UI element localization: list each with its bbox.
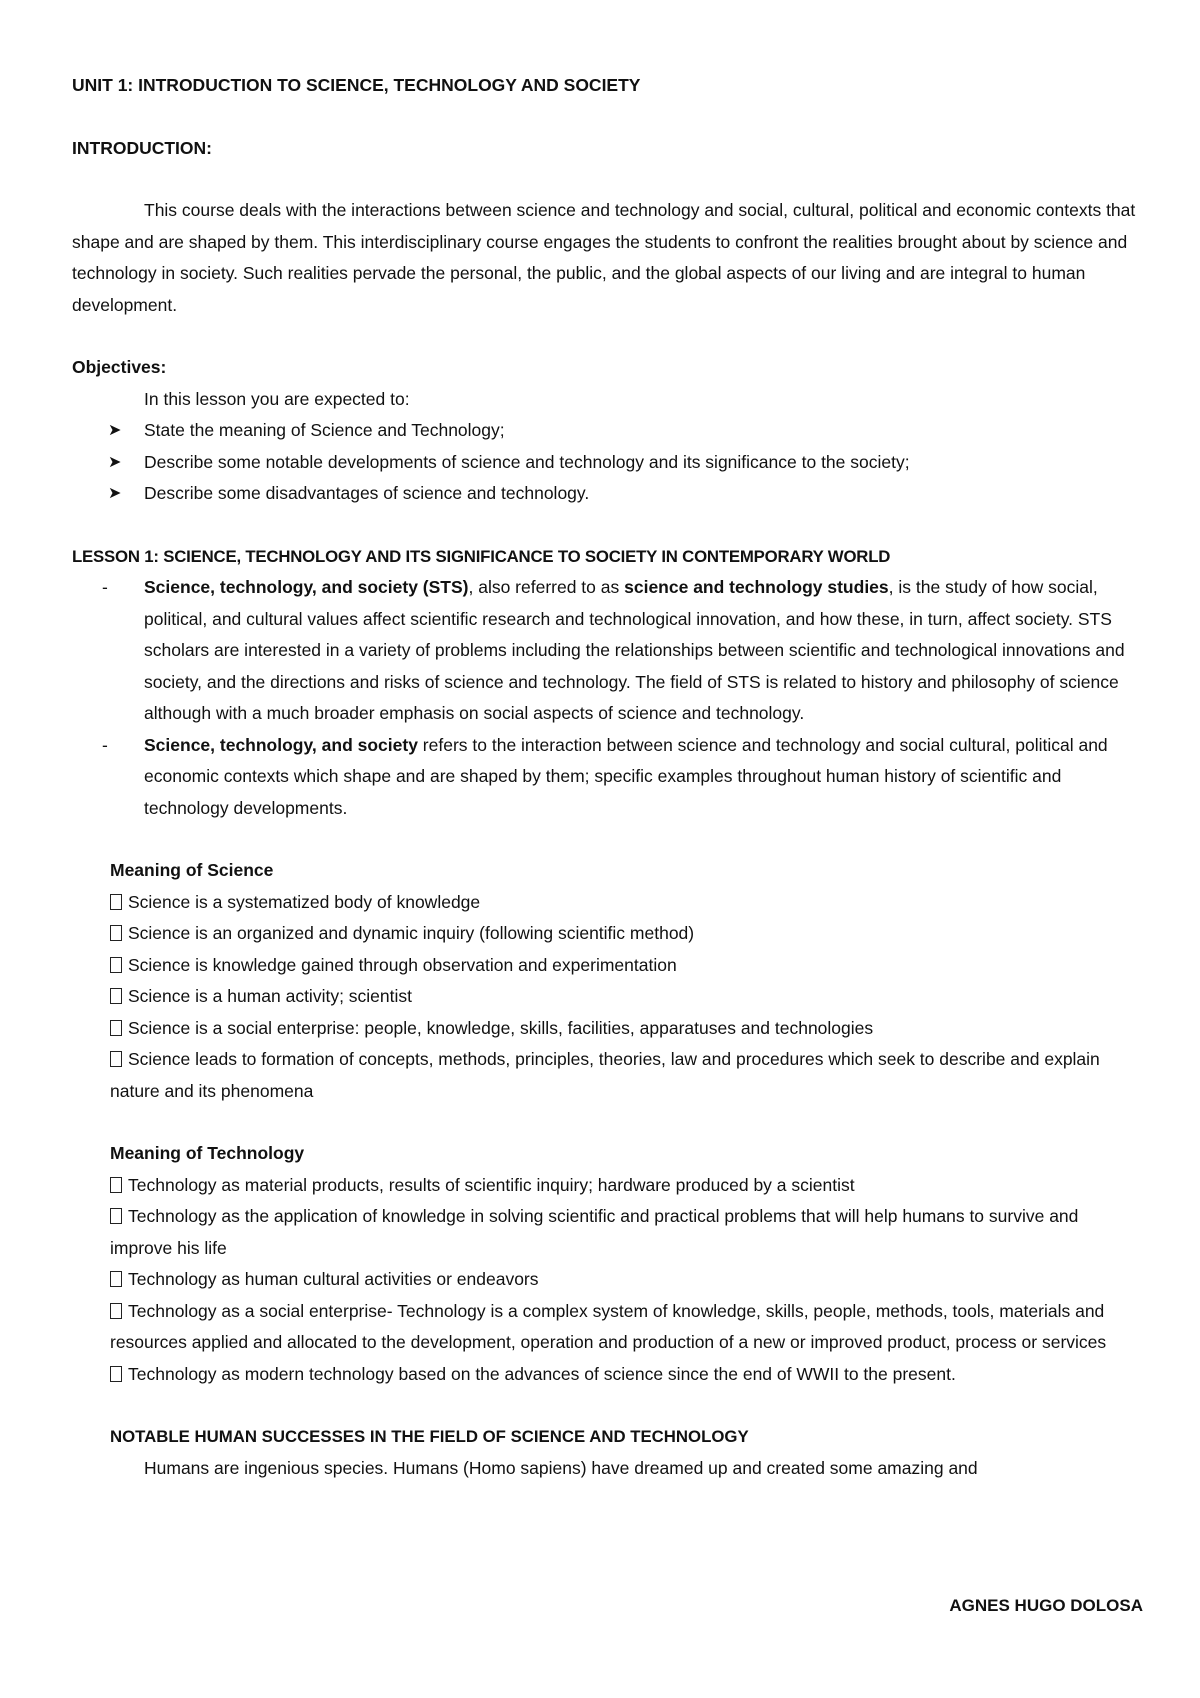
lesson1-heading: LESSON 1: SCIENCE, TECHNOLOGY AND ITS SIGNIFICANCE TO SOCIETY IN CONTEMPORARY WORLD: [72, 546, 891, 566]
missing-glyph-box-icon: [110, 988, 122, 1004]
meaning-of-science-section: [72, 855, 1142, 1484]
objective-item: ➤ Describe some disadvantages of science and technology.: [72, 478, 1142, 510]
technology-list-item: Technology as modern technology based on the advances of science since the end of WWII to the present.: [110, 1359, 1142, 1391]
missing-glyph-box-icon: [110, 1271, 122, 1287]
missing-glyph-box-icon: [110, 1020, 122, 1036]
science-list-item: Science is knowledge gained through observation and experimentation: [110, 950, 1142, 982]
science-list-item: Science is a human activity; scientist: [110, 981, 1142, 1013]
dash-bullet: -: [102, 577, 108, 597]
arrow-bullet-icon: ➤: [108, 453, 122, 471]
science-list-item: Science is a social enterprise: people, knowledge, skills, facilities, apparatuses and technologies: [110, 1013, 1142, 1045]
missing-glyph-box-icon: [110, 925, 122, 941]
missing-glyph-box-icon: [110, 1051, 122, 1067]
science-list-item: Science leads to formation of concepts, methods, principles, theories, law and procedures which seek to describe and explain nature and its phenomena: [110, 1049, 1100, 1101]
intro-paragraph: This course deals with the interactions between science and technology and social, cultural, political and economic contexts that shape and are shaped by them. This interdisciplinary course engages the students to confront the realities brought about by science and technology in society. Such realities pervade the personal, the public, and the global aspects of our living and are integral to human development.: [72, 200, 1136, 315]
missing-glyph-box-icon: [110, 1303, 122, 1319]
footer-author: AGNES HUGO DOLOSA: [949, 1596, 1143, 1615]
technology-list-item: Technology as the application of knowledge in solving scientific and practical problems that will help humans to survive and improve his life: [110, 1206, 1079, 1258]
technology-list-item: Technology as human cultural activities or endeavors: [110, 1264, 1142, 1296]
lesson1-item: - Science, technology, and society (STS), also referred to as science and technology studies, is the study of how social, political, and cultural values affect scientific research and technological innovation, and how these, in turn, affect society. STS scholars are interested in a variety of problems including the relationships between scientific and technological innovations and society, and the directions and risks of science and technology. The field of STS is related to history and philosophy of science although with a much broader emphasis on social aspects of science and technology.: [72, 572, 1142, 730]
science-list-item: Science is an organized and dynamic inquiry (following scientific method): [110, 918, 1142, 950]
arrow-bullet-icon: ➤: [108, 485, 122, 502]
missing-glyph-box-icon: [110, 894, 122, 910]
science-list-item: Science is a systematized body of knowledge: [110, 887, 1142, 919]
notable-paragraph: Humans are ingenious species. Humans (Homo sapiens) have dreamed up and created some amazing and: [144, 1457, 978, 1478]
document-page: [72, 70, 1142, 1484]
meaning-technology-heading: Meaning of Technology: [110, 1143, 305, 1163]
intro-heading: INTRODUCTION:: [72, 137, 212, 158]
lesson1-item: - Science, technology, and society refers to the interaction between science and technology and social cultural, political and economic contexts which shape and are shaped by them; specific examples throughout human history of scientific and technology developments.: [72, 730, 1142, 825]
objective-item: ➤ State the meaning of Science and Technology;: [72, 415, 1142, 447]
missing-glyph-box-icon: [110, 1208, 122, 1224]
meaning-science-heading: Meaning of Science: [110, 860, 274, 880]
missing-glyph-box-icon: [110, 1366, 122, 1382]
missing-glyph-box-icon: [110, 957, 122, 973]
missing-glyph-box-icon: [110, 1177, 122, 1193]
objectives-lead: In this lesson you are expected to:: [144, 388, 410, 409]
objective-item: ➤ Describe some notable developments of science and technology and its significance to the society;: [72, 447, 1142, 479]
objectives-heading: Objectives:: [72, 357, 167, 377]
technology-list-item: Technology as a social enterprise- Technology is a complex system of knowledge, skills, people, methods, tools, materials and resources applied and allocated to the development, operation and production of a new or improved product, process or services: [110, 1300, 1107, 1352]
unit-title: UNIT 1: INTRODUCTION TO SCIENCE, TECHNOLOGY AND SOCIETY: [72, 75, 641, 95]
arrow-bullet-icon: ➤: [108, 422, 122, 439]
technology-list-item: Technology as material products, results of scientific inquiry; hardware produced by a scientist: [110, 1170, 1142, 1202]
notable-heading: NOTABLE HUMAN SUCCESSES IN THE FIELD OF SCIENCE AND TECHNOLOGY: [110, 1427, 749, 1446]
dash-bullet: -: [102, 734, 108, 755]
